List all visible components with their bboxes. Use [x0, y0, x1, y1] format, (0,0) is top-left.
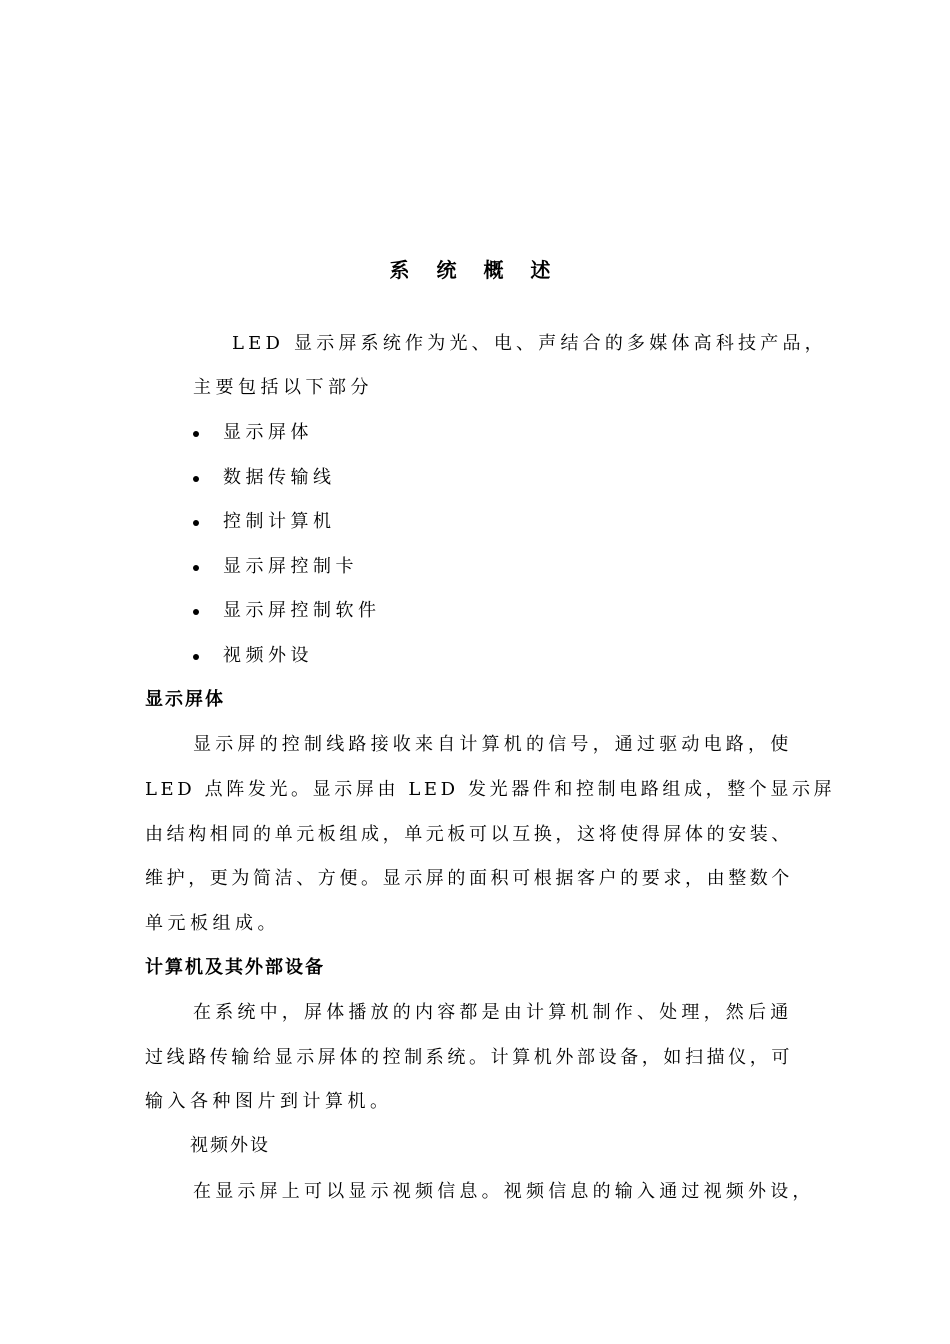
section-heading-computer: 计算机及其外部设备 — [145, 957, 325, 978]
section-heading-video: 视频外设 — [190, 1135, 270, 1156]
paragraph-line: 由结构相同的单元板组成，单元板可以互换，这将使得屏体的安装、 — [145, 824, 793, 845]
bullet-icon — [193, 520, 199, 526]
list-item-label: 控制计算机 — [223, 511, 336, 532]
bullet-icon — [193, 654, 199, 660]
paragraph-line: 在显示屏上可以显示视频信息。视频信息的输入通过视频外设， — [193, 1181, 815, 1202]
bullet-icon — [193, 565, 199, 571]
intro-line-2: 主要包括以下部分 — [193, 377, 373, 398]
paragraph-line: 输入各种图片到计算机。 — [145, 1091, 393, 1112]
paragraph-line: 过线路传输给显示屏体的控制系统。计算机外部设备，如扫描仪，可 — [145, 1047, 793, 1068]
paragraph-line: 单元板组成。 — [145, 913, 280, 934]
list-item-label: 视频外设 — [223, 645, 313, 666]
intro-line-1: LED 显示屏系统作为光、电、声结合的多媒体高科技产品， — [232, 333, 827, 354]
paragraph-line: 显示屏的控制线路接收来自计算机的信号，通过驱动电路，使 — [193, 734, 793, 755]
list-item-label: 数据传输线 — [223, 467, 336, 488]
list-item-label: 显示屏体 — [223, 422, 313, 443]
paragraph-line: 维护，更为简洁、方便。显示屏的面积可根据客户的要求，由整数个 — [145, 868, 793, 889]
paragraph-line: LED 点阵发光。显示屏由 LED 发光器件和控制电路组成，整个显示屏 — [145, 779, 836, 800]
bullet-icon — [193, 609, 199, 615]
bullet-icon — [193, 476, 199, 482]
paragraph-line: 在系统中，屏体播放的内容都是由计算机制作、处理，然后通 — [193, 1002, 793, 1023]
section-heading-display: 显示屏体 — [145, 689, 225, 710]
list-item-label: 显示屏控制卡 — [223, 556, 358, 577]
list-item-label: 显示屏控制软件 — [223, 600, 381, 621]
bullet-icon — [193, 431, 199, 437]
page-title: 系 统 概 述 — [389, 258, 561, 282]
